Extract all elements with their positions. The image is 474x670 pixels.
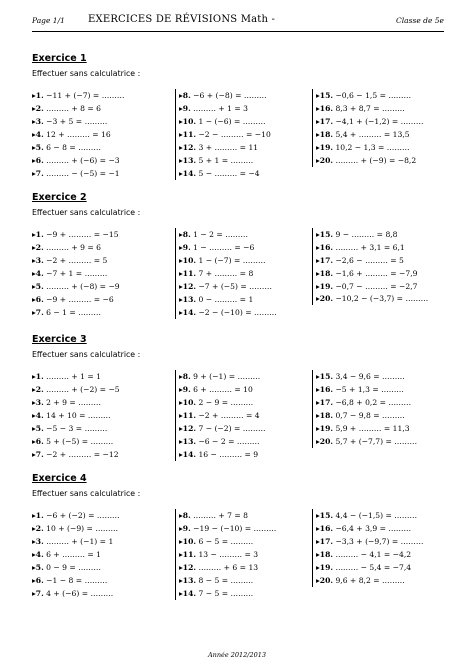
problem-item: ▸7. 6 − 1 = ……… [32, 308, 101, 317]
problem-number: ▸15. [316, 230, 334, 239]
problem-item: ▸20. 5,7 + (−7,7) = ……… [316, 437, 418, 446]
problem-item: ▸1. −11 + (−7) = ……… [32, 91, 125, 100]
problem-item: ▸8. 1 − 2 = ……… [179, 230, 248, 239]
problem-item: ▸15. −0,6 − 1,5 = ……… [316, 91, 412, 100]
problem-number: ▸8. [179, 511, 191, 520]
problem-number: ▸5. [32, 563, 44, 572]
problem-number: ▸17. [316, 398, 334, 407]
problem-number: ▸14. [179, 589, 197, 598]
problem-number: ▸19. [316, 282, 334, 291]
problem-number: ▸10. [179, 117, 197, 126]
page-footer: Année 2012/2013 [207, 651, 267, 659]
problem-item: ▸11. −2 + ……… = 4 [179, 411, 260, 420]
problem-number: ▸5. [32, 143, 44, 152]
problem-number: ▸6. [32, 295, 44, 304]
problem-number: ▸15. [316, 372, 334, 381]
problem-number: ▸16. [316, 243, 334, 252]
problem-number: ▸12. [179, 563, 197, 572]
problem-number: ▸3. [32, 398, 44, 407]
problem-number: ▸9. [179, 243, 191, 252]
problem-number: ▸13. [179, 437, 197, 446]
problem-number: ▸11. [179, 550, 197, 559]
problem-number: ▸14. [179, 308, 197, 317]
problem-number: ▸15. [316, 91, 334, 100]
exercise-columns [32, 370, 444, 462]
problem-number: ▸14. [179, 169, 197, 178]
problem-number: ▸9. [179, 104, 191, 113]
problem-item: ▸14. 5 − ……… = −4 [179, 169, 260, 178]
problem-item: ▸20. ……… + (−9) = −8,2 [316, 156, 417, 165]
problem-item: ▸4. −7 + 1 = ……… [32, 269, 108, 278]
problem-number: ▸13. [179, 295, 197, 304]
problem-item: ▸13. 0 − ……… = 1 [179, 295, 254, 304]
problem-number: ▸19. [316, 424, 334, 433]
problem-number: ▸1. [32, 91, 44, 100]
problem-number: ▸17. [316, 537, 334, 546]
problem-item: ▸19. −0,7 − ……… = −2,7 [316, 282, 418, 291]
problem-number: ▸5. [32, 282, 44, 291]
problem-item: ▸11. −2 − ……… = −10 [179, 130, 271, 139]
problem-item: ▸9. 1 − ……… = −6 [179, 243, 255, 252]
problem-number: ▸20. [316, 294, 334, 303]
exercise-2 [32, 191, 444, 320]
exercise-title: Exercice 4 [32, 473, 87, 484]
problem-number: ▸4. [32, 130, 44, 139]
problem-number: ▸8. [179, 372, 191, 381]
column-1 [32, 89, 166, 180]
problem-item: ▸8. 9 + (−1) = ……… [179, 372, 261, 381]
problem-number: ▸10. [179, 256, 197, 265]
problem-item: ▸1. ……… + 1 = 1 [32, 372, 101, 381]
problem-number: ▸16. [316, 385, 334, 394]
problem-number: ▸16. [316, 104, 334, 113]
problem-item: ▸18. −1,6 + ……… = −7,9 [316, 269, 418, 278]
problem-item: ▸15. 4,4 − (−1,5) = ……… [316, 511, 418, 520]
column-1 [32, 509, 166, 600]
problem-item: ▸2. ……… + 8 = 6 [32, 104, 101, 113]
column-3 [312, 509, 450, 587]
problem-number: ▸20. [316, 156, 334, 165]
problem-item: ▸20. 9,6 + 8,2 = ……… [316, 576, 405, 585]
problem-item: ▸9. −19 − (−10) = ……… [179, 524, 277, 533]
exercise-1 [32, 52, 444, 181]
problem-number: ▸16. [316, 524, 334, 533]
problem-number: ▸6. [32, 156, 44, 165]
problem-item: ▸6. −9 + ……… = −6 [32, 295, 114, 304]
problem-item: ▸10. 1 − (−7) = ……… [179, 256, 266, 265]
problem-item: ▸1. −9 + ……… = −15 [32, 230, 119, 239]
problem-number: ▸7. [32, 589, 44, 598]
problem-item: ▸4. 6 + ……… = 1 [32, 550, 101, 559]
problem-number: ▸9. [179, 524, 191, 533]
problem-number: ▸11. [179, 411, 197, 420]
problem-item: ▸3. 2 + 9 = ……… [32, 398, 101, 407]
exercise-instruction: Effectuer sans calculatrice : [32, 350, 141, 359]
problem-number: ▸3. [32, 256, 44, 265]
column-2 [175, 509, 313, 600]
exercise-instruction: Effectuer sans calculatrice : [32, 69, 141, 78]
column-2 [175, 228, 313, 319]
problem-item: ▸18. 5,4 + ……… = 13,5 [316, 130, 410, 139]
problem-number: ▸10. [179, 537, 197, 546]
problem-item: ▸17. −6,8 + 0,2 = ……… [316, 398, 412, 407]
problem-number: ▸5. [32, 424, 44, 433]
exercise-4 [32, 472, 444, 601]
problem-item: ▸18. 0,7 − 9,8 = ……… [316, 411, 405, 420]
problem-number: ▸18. [316, 550, 334, 559]
problem-number: ▸8. [179, 230, 191, 239]
problem-item: ▸14. 16 − ……… = 9 [179, 450, 259, 459]
column-1 [32, 228, 166, 319]
column-1 [32, 370, 166, 461]
column-3 [312, 89, 450, 167]
problem-item: ▸9. ……… + 1 = 3 [179, 104, 248, 113]
problem-item: ▸7. ……… − (−5) = −1 [32, 169, 120, 178]
problem-number: ▸20. [316, 576, 334, 585]
problem-item: ▸6. −1 − 8 = ……… [32, 576, 108, 585]
problem-item: ▸10. 1 − (−6) = ……… [179, 117, 266, 126]
problem-item: ▸2. 10 + (−9) = ……… [32, 524, 119, 533]
problem-item: ▸2. ……… + (−2) = −5 [32, 385, 120, 394]
problem-number: ▸19. [316, 143, 334, 152]
problem-number: ▸2. [32, 104, 44, 113]
problem-item: ▸17. −3,3 + (−9,7) = ……… [316, 537, 424, 546]
problem-item: ▸14. 7 − 5 = ……… [179, 589, 254, 598]
problem-item: ▸4. 12 + ……… = 16 [32, 130, 111, 139]
column-3 [312, 370, 450, 448]
problem-item: ▸3. −3 + 5 = ……… [32, 117, 108, 126]
exercise-title: Exercice 3 [32, 334, 87, 345]
problem-number: ▸2. [32, 243, 44, 252]
problem-number: ▸20. [316, 437, 334, 446]
exercise-3 [32, 333, 444, 462]
exercise-columns [32, 228, 444, 320]
problem-item: ▸5. ……… + (−8) = −9 [32, 282, 120, 291]
problem-item: ▸16. 8,3 + 8,7 = ……… [316, 104, 405, 113]
exercise-title: Exercice 1 [32, 53, 87, 64]
problem-number: ▸12. [179, 143, 197, 152]
exercise-title: Exercice 2 [32, 192, 87, 203]
problem-number: ▸11. [179, 269, 197, 278]
problem-number: ▸7. [32, 450, 44, 459]
problem-item: ▸6. ……… + (−6) = −3 [32, 156, 120, 165]
problem-item: ▸16. ……… + 3,1 = 6,1 [316, 243, 405, 252]
problem-number: ▸17. [316, 117, 334, 126]
problem-item: ▸16. −6,4 + 3,9 = ……… [316, 524, 412, 533]
problem-number: ▸18. [316, 269, 334, 278]
problem-item: ▸17. −2,6 − ……… = 5 [316, 256, 404, 265]
problem-item: ▸3. ……… + (−1) = 1 [32, 537, 114, 546]
problem-number: ▸19. [316, 563, 334, 572]
class-label: Classe de 5e [396, 16, 444, 25]
problem-item: ▸19. ……… − 5,4 = −7,4 [316, 563, 412, 572]
problem-number: ▸3. [32, 117, 44, 126]
problem-item: ▸10. 6 − 5 = ……… [179, 537, 254, 546]
problem-item: ▸19. 5,9 + ……… = 11,3 [316, 424, 410, 433]
problem-item: ▸10. 2 − 9 = ……… [179, 398, 254, 407]
problem-item: ▸11. 13 − ……… = 3 [179, 550, 259, 559]
problem-item: ▸13. 5 + 1 = ……… [179, 156, 254, 165]
problem-number: ▸17. [316, 256, 334, 265]
problem-item: ▸19. 10,2 − 1,3 = ……… [316, 143, 410, 152]
problem-item: ▸7. 4 + (−6) = ……… [32, 589, 114, 598]
problem-item: ▸9. 6 + ……… = 10 [179, 385, 253, 394]
problem-number: ▸4. [32, 269, 44, 278]
problem-item: ▸11. 7 + ……… = 8 [179, 269, 254, 278]
problem-item: ▸17. −4,1 + (−1,2) = ……… [316, 117, 424, 126]
problem-item: ▸16. −5 + 1,3 = ……… [316, 385, 404, 394]
problem-number: ▸6. [32, 437, 44, 446]
problem-number: ▸1. [32, 230, 44, 239]
problem-item: ▸12. 7 − (−2) = ……… [179, 424, 266, 433]
problem-number: ▸7. [32, 308, 44, 317]
column-2 [175, 89, 313, 180]
problem-number: ▸13. [179, 156, 197, 165]
problem-item: ▸13. 8 − 5 = ……… [179, 576, 254, 585]
problem-item: ▸15. 3,4 − 9,6 = ……… [316, 372, 405, 381]
problem-number: ▸2. [32, 385, 44, 394]
problem-item: ▸5. −5 − 3 = ……… [32, 424, 108, 433]
problem-item: ▸12. −7 + (−5) = ……… [179, 282, 272, 291]
page-title: EXERCICES DE RÉVISIONS Math - [88, 14, 276, 25]
problem-item: ▸8. −6 + (−8) = ……… [179, 91, 267, 100]
problem-number: ▸18. [316, 130, 334, 139]
problem-item: ▸15. 9 − ……… = 8,8 [316, 230, 398, 239]
problem-item: ▸3. −2 + ……… = 5 [32, 256, 108, 265]
column-3 [312, 228, 450, 305]
problem-number: ▸1. [32, 372, 44, 381]
problem-item: ▸7. −2 + ……… = −12 [32, 450, 119, 459]
problem-number: ▸15. [316, 511, 334, 520]
problem-number: ▸3. [32, 537, 44, 546]
problem-number: ▸18. [316, 411, 334, 420]
problem-item: ▸13. −6 − 2 = ……… [179, 437, 260, 446]
problem-number: ▸2. [32, 524, 44, 533]
page-number: Page 1/1 [32, 16, 65, 25]
problem-item: ▸2. ……… + 9 = 6 [32, 243, 101, 252]
problem-number: ▸1. [32, 511, 44, 520]
problem-item: ▸1. −6 + (−2) = ……… [32, 511, 120, 520]
problem-number: ▸4. [32, 550, 44, 559]
problem-item: ▸5. 6 − 8 = ……… [32, 143, 101, 152]
problem-number: ▸13. [179, 576, 197, 585]
problem-number: ▸12. [179, 282, 197, 291]
problem-number: ▸8. [179, 91, 191, 100]
problem-item: ▸12. 3 + ……… = 11 [179, 143, 259, 152]
exercise-instruction: Effectuer sans calculatrice : [32, 489, 141, 498]
exercise-columns [32, 509, 444, 601]
exercise-columns [32, 89, 444, 181]
problem-item: ▸4. 14 + 10 = ……… [32, 411, 111, 420]
problem-number: ▸14. [179, 450, 197, 459]
header-rule [32, 31, 444, 32]
problem-item: ▸5. 0 − 9 = ……… [32, 563, 101, 572]
problem-item: ▸14. −2 − (−10) = ……… [179, 308, 277, 317]
problem-item: ▸20. −10,2 − (−3,7) = ……… [316, 294, 429, 303]
problem-number: ▸9. [179, 385, 191, 394]
problem-item: ▸6. 5 + (−5) = ……… [32, 437, 114, 446]
problem-number: ▸12. [179, 424, 197, 433]
problem-item: ▸18. ……… − 4,1 = −4,2 [316, 550, 412, 559]
problem-number: ▸4. [32, 411, 44, 420]
page-header [32, 14, 444, 28]
problem-number: ▸7. [32, 169, 44, 178]
problem-number: ▸10. [179, 398, 197, 407]
exercise-instruction: Effectuer sans calculatrice : [32, 208, 141, 217]
problem-item: ▸8. ……… + 7 = 8 [179, 511, 248, 520]
problem-item: ▸12. ……… + 6 = 13 [179, 563, 259, 572]
problem-number: ▸6. [32, 576, 44, 585]
problem-number: ▸11. [179, 130, 197, 139]
column-2 [175, 370, 313, 461]
